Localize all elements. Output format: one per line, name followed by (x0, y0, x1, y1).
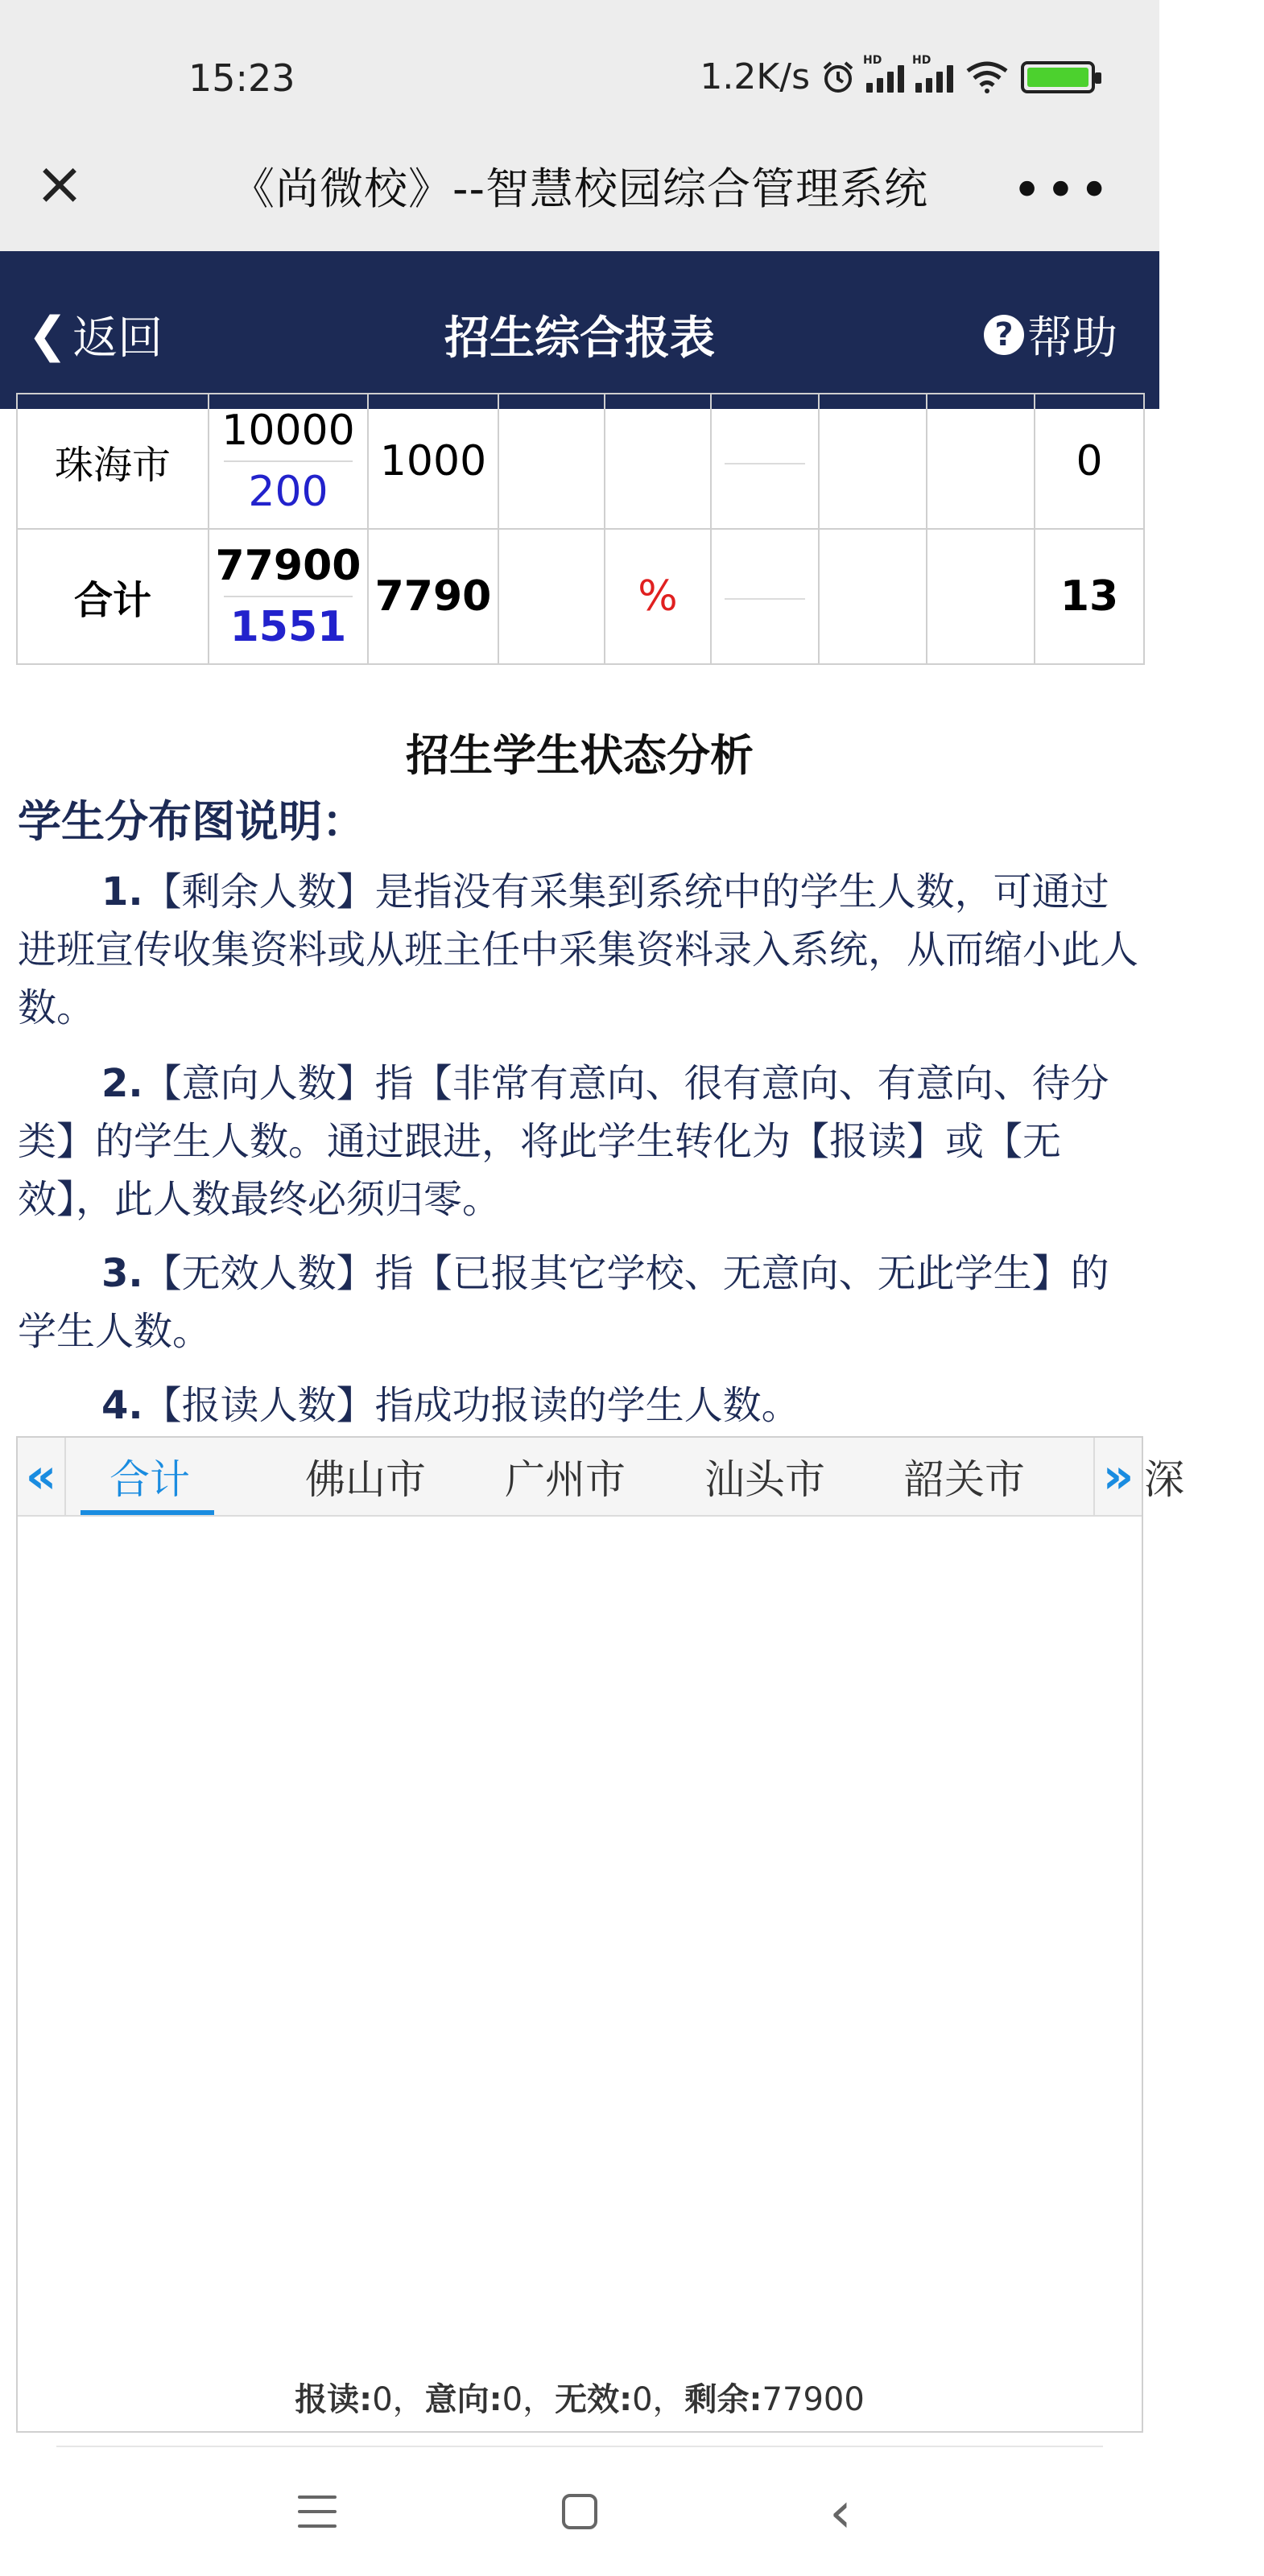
status-bar (0, 0, 1159, 126)
total-count: 10000 (221, 407, 355, 455)
net-speed: 1.2K/s (700, 56, 810, 97)
table-cell (498, 394, 605, 529)
item-number: 1. (101, 869, 143, 914)
explain-title: 学生分布图说明： (18, 796, 366, 847)
item-text: 【报读人数】指成功报读的学生人数。 (143, 1383, 800, 1428)
status-time: 15:23 (188, 56, 295, 100)
target-cell: 7790 (368, 529, 498, 664)
help-button[interactable] (984, 303, 1117, 367)
section-title: 招生学生状态分析 (406, 730, 754, 781)
city-cell: 珠海市 (17, 394, 209, 529)
page-header (0, 251, 1159, 409)
menu-icon[interactable] (298, 2496, 337, 2528)
item-number: 4. (101, 1383, 143, 1428)
tab-shen[interactable]: 深 (1144, 1456, 1184, 1503)
hd-signal-icon: HD (866, 62, 904, 93)
count-cell (209, 394, 368, 529)
table-cell (498, 529, 605, 664)
tab-total[interactable]: 合计 (66, 1438, 266, 1515)
distribution-chart (16, 1436, 1184, 2433)
tabs-scroll-right-button[interactable]: » (1093, 1438, 1142, 1515)
alarm-icon (821, 60, 855, 94)
system-navbar (0, 2447, 1159, 2576)
table-cell (927, 394, 1035, 529)
tab-foshan[interactable]: 佛山市 (305, 1456, 426, 1503)
chevron-left-icon: ❮ (27, 307, 68, 363)
home-icon[interactable] (562, 2494, 597, 2529)
table-cell (711, 529, 819, 664)
tab-shantou[interactable]: 汕头市 (704, 1456, 825, 1503)
item-text: 【意向人数】指【非常有意向、很有意向、有意向、待分类】的学生人数。通过跟进，将此学生转化为【报读】或【无效】，此人数最终必须归零。 (18, 1061, 1109, 1222)
explain-item (18, 1245, 1145, 1360)
help-icon: ? (984, 315, 1024, 355)
target-cell: 1000 (368, 394, 498, 529)
explain-item (18, 1377, 1145, 1435)
table-row (17, 394, 1144, 529)
battery-charging-icon (1021, 61, 1095, 93)
last-cell: 13 (1035, 529, 1144, 664)
table-row (17, 529, 1144, 664)
back-label: 返回 (72, 312, 163, 365)
city-tabs (66, 1438, 1264, 1515)
more-dots-icon[interactable]: ••• (1011, 161, 1113, 221)
hd-signal-icon: HD (915, 62, 953, 93)
tab-shaoguan[interactable]: 韶关市 (904, 1456, 1025, 1503)
table-cell (605, 394, 711, 529)
table-cell (711, 394, 819, 529)
item-number: 3. (101, 1251, 143, 1296)
wifi-icon (965, 61, 1010, 93)
collected-count: 200 (248, 468, 328, 516)
last-cell: 0 (1035, 394, 1144, 529)
table-cell (819, 394, 927, 529)
city-cell: 合计 (17, 529, 209, 664)
close-icon[interactable]: × (34, 149, 85, 218)
total-count: 77900 (215, 542, 361, 590)
title-bar (0, 126, 1159, 251)
explain-item (18, 1055, 1145, 1228)
table-cell (819, 529, 927, 664)
tab-guangzhou[interactable]: 广州市 (505, 1456, 626, 1503)
item-number: 2. (101, 1061, 143, 1106)
page-title: 招生综合报表 (444, 312, 715, 365)
percent-cell: % (605, 529, 711, 664)
explain-item (18, 863, 1145, 1037)
count-cell (209, 529, 368, 664)
city-tabbar (18, 1438, 1184, 1517)
report-table (16, 409, 1143, 662)
back-nav-icon[interactable]: ‹ (829, 2479, 852, 2545)
chart-summary: 报读:0，意向:0，无效:0，剩余:77900 (295, 2381, 865, 2418)
item-text: 【剩余人数】是指没有采集到系统中的学生人数，可通过进班宣传收集资料或从班主任中采集资料录入系统，从而缩小此人数。 (18, 869, 1139, 1030)
status-indicators (700, 53, 1095, 97)
collected-count: 1551 (229, 603, 347, 651)
item-text: 【无效人数】指【已报其它学校、无意向、无此学生】的学生人数。 (18, 1251, 1109, 1354)
tabs-scroll-left-button[interactable]: « (18, 1438, 66, 1515)
app-title: 《尚微校》--智慧校园综合管理系统 (231, 163, 928, 214)
table-cell (927, 529, 1035, 664)
help-label: 帮助 (1027, 312, 1117, 365)
